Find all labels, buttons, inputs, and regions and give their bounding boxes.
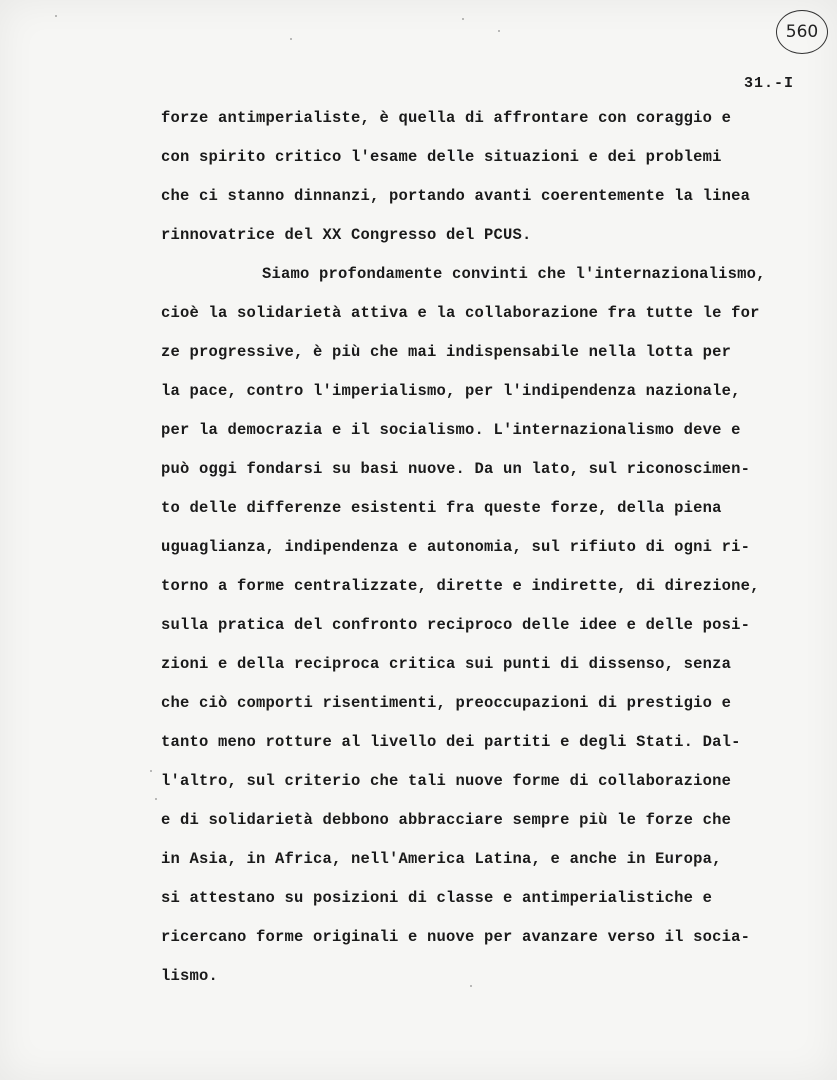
text-line-1: forze antimperialiste, è quella di affrontare con coraggio e [161,109,732,127]
stamp-number: 560 [785,22,819,42]
scan-speck [462,18,464,20]
scan-speck [470,985,472,987]
text-line-2: con spirito critico l'esame delle situazioni e dei problemi [161,148,722,166]
scan-speck [290,38,292,40]
text-line-6: cioè la solidarietà attiva e la collaborazione fra tutte le for [161,304,760,322]
text-line-7: ze progressive, è più che mai indispensabile nella lotta per [161,343,732,361]
scan-speck [150,770,152,772]
text-line-8: la pace, contro l'imperialismo, per l'indipendenza nazionale, [161,382,741,400]
text-line-16: che ciò comporti risentimenti, preoccupazioni di prestigio e [161,694,732,712]
text-line-11: to delle differenze esistenti fra queste forze, della piena [161,499,722,517]
text-line-19: e di solidarietà debbono abbracciare sempre più le forze che [161,811,732,829]
text-line-17: tanto meno rotture al livello dei partiti e degli Stati. Dal- [161,733,741,751]
page-number: 31.-I [744,75,795,92]
text-line-13: torno a forme centralizzate, dirette e indirette, di direzione, [161,577,760,595]
text-line-9: per la democrazia e il socialismo. L'internazionalismo deve e [161,421,741,439]
scan-speck [498,30,500,32]
text-line-10: può oggi fondarsi su basi nuove. Da un lato, sul riconoscimen- [161,460,751,478]
text-line-23: lismo. [161,967,219,985]
scan-speck [155,798,157,800]
text-line-20: in Asia, in Africa, nell'America Latina, e anche in Europa, [161,850,722,868]
text-line-22: ricercano forme originali e nuove per avanzare verso il socia- [161,928,751,946]
text-line-3: che ci stanno dinnanzi, portando avanti coerentemente la linea [161,187,751,205]
text-line-5: Siamo profondamente convinti che l'internazionalismo, [262,265,766,283]
text-line-4: rinnovatrice del XX Congresso del PCUS. [161,226,532,244]
text-line-21: si attestano su posizioni di classe e antimperialistiche e [161,889,713,907]
text-line-15: zioni e della reciproca critica sui punti di dissenso, senza [161,655,732,673]
archive-stamp [776,10,828,54]
text-line-12: uguaglianza, indipendenza e autonomia, sul rifiuto di ogni ri- [161,538,751,556]
scan-speck [55,15,57,17]
text-line-18: l'altro, sul criterio che tali nuove forme di collaborazione [161,772,732,790]
text-line-14: sulla pratica del confronto reciproco delle idee e delle posi- [161,616,751,634]
